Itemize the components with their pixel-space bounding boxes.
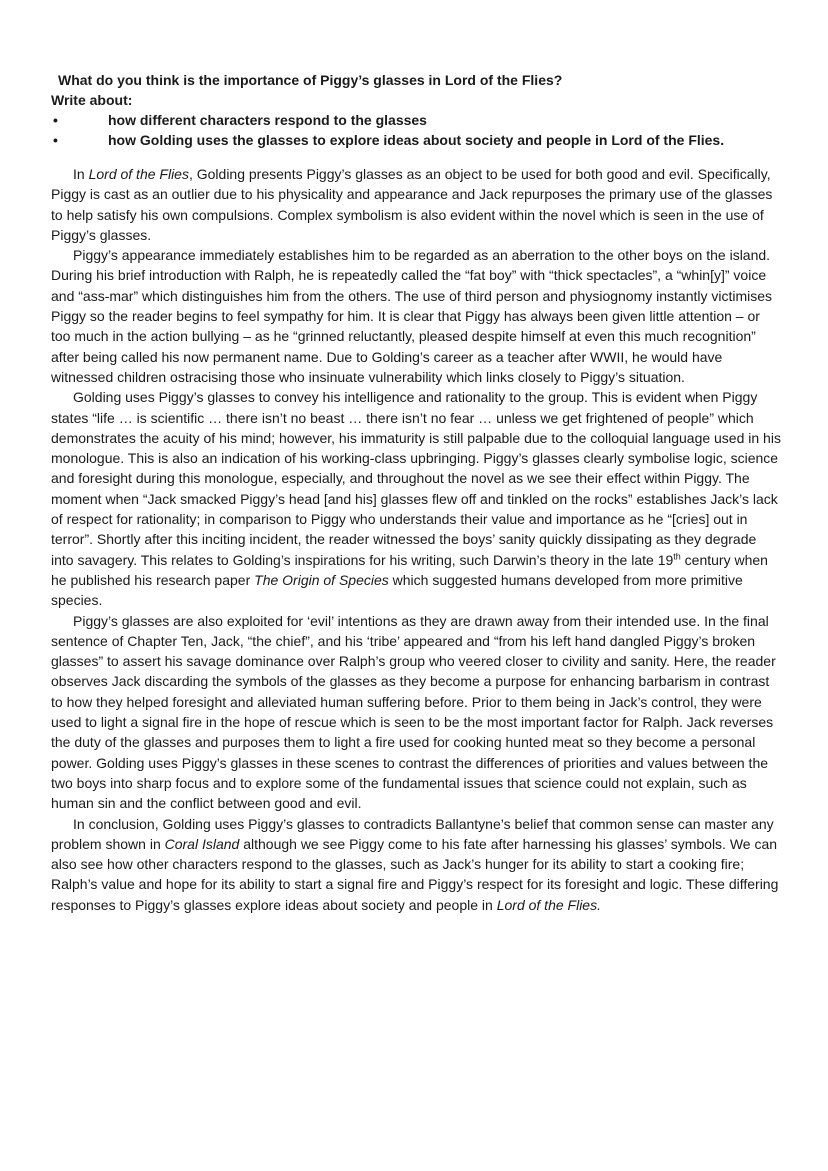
- document-page: [51, 70, 781, 915]
- essay-paragraph-rationality: Golding uses Piggy’s glasses to convey his intelligence and rationality to the group. This is evident when Piggy states “life … is scientific … there isn’t no beast … there isn’t no fear … unless we get frightened of people” which demonstrates the acuity of his mind; however, his immaturity is still palpable due to the colloquial language used in his monologue. This is also an indication of his working-class upbringing. Piggy’s glasses clearly symbolise logic, science and foresight during this monologue, especially, and throughout the novel as we see their effect within Piggy. The moment when “Jack smacked Piggy’s head [and his] glasses flew off and tinkled on the rocks” establishes Jack’s lack of respect for rationality; in comparison to Piggy who understands their value and importance as he “[cries] out in terror”. Shortly after this inciting incident, the reader witnessed the boys’ sanity quickly dissipating as they degrade into savagery. This relates to Golding’s inspirations for his writing, such Darwin’s theory in the late 19th century when he published his research paper The Origin of Species which suggested humans developed from more primitive species.: [51, 389, 781, 609]
- bullet-dot-icon: •: [53, 132, 58, 148]
- question-heading: What do you think is the importance of Piggy’s glasses in Lord of the Flies?: [58, 72, 563, 88]
- essay-body: [51, 164, 781, 915]
- bullet-item: [51, 110, 781, 130]
- essay-paragraph-conclusion: In conclusion, Golding uses Piggy’s glasses to contradicts Ballantyne’s belief that common sense can master any problem shown in Coral Island although we see Piggy come to his fate after harnessing his glasses’ symbols. We can also see how other characters respond to the glasses, such as Jack’s hunger for its ability to start a cooking fire; Ralph’s value and hope for its ability to start a signal fire and Piggy’s respect for its foresight and logic. These differing responses to Piggy’s glasses explore ideas about society and people in Lord of the Flies.: [51, 815, 779, 913]
- essay-paragraph-appearance: Piggy’s appearance immediately establishes him to be regarded as an aberration to the other boys on the island. During his brief introduction with Ralph, he is repeatedly called the “fat boy” with “thick spectacles”, a “whin[y]” voice and “ass-mar” which distinguishes him from the others. The use of third person and physiognomy instantly victimises Piggy so the reader begins to feel sympathy for him. It is clear that Piggy has always been given little attention – or too much in the action bullying – as he “grinned reluctantly, pleased despite himself at even this much recognition” after being called his now permanent name. Due to Golding’s career as a teacher after WWII, he would have witnessed children ostracising those who insinuate vulnerability which links closely to Piggy’s situation.: [51, 247, 773, 385]
- essay-paragraph-evil: Piggy’s glasses are also exploited for ‘evil’ intentions as they are drawn away from their intended use. In the final sentence of Chapter Ten, Jack, “the chief”, and his ‘tribe’ appeared and “from his left hand dangled Piggy’s broken glasses” to assert his savage dominance over Ralph’s group who veered closer to civility and sanity. Here, the reader observes Jack discarding the symbols of the glasses as they become a purpose for enhancing barbarism in contrast to how they helped foresight and alleviated human suffering before. Prior to them being in Jack’s control, they were used to light a signal fire in the hope of rescue which is seen to be the most important factor for Ralph. Jack reverses the duty of the glasses and purposes them to light a fire used for cooking hunted meat so they become a personal power. Golding uses Piggy’s glasses in these scenes to contrast the differences of priorities and values between the two boys into sharp focus and to explore some of the fundamental issues that science could not explain, such as human sin and the conflict between good and evil.: [51, 612, 776, 812]
- bullet-item: [51, 130, 781, 150]
- bullet-text: how Golding uses the glasses to explore ideas about society and people in Lord of the Flies.: [108, 132, 725, 148]
- bullet-list: [51, 110, 781, 150]
- bullet-text: how different characters respond to the glasses: [108, 112, 427, 128]
- essay-paragraph-intro: In Lord of the Flies, Golding presents Piggy’s glasses as an object to be used for both good and evil. Specifically, Piggy is cast as an outlier due to his physicality and appearance and Jack repurposes the primary use of the glasses to help satisfy his own compulsions. Complex symbolism is also evident within the novel which is seen in the use of Piggy’s glasses.: [51, 166, 773, 243]
- bullet-dot-icon: •: [53, 112, 58, 128]
- write-about-label: Write about:: [51, 92, 133, 108]
